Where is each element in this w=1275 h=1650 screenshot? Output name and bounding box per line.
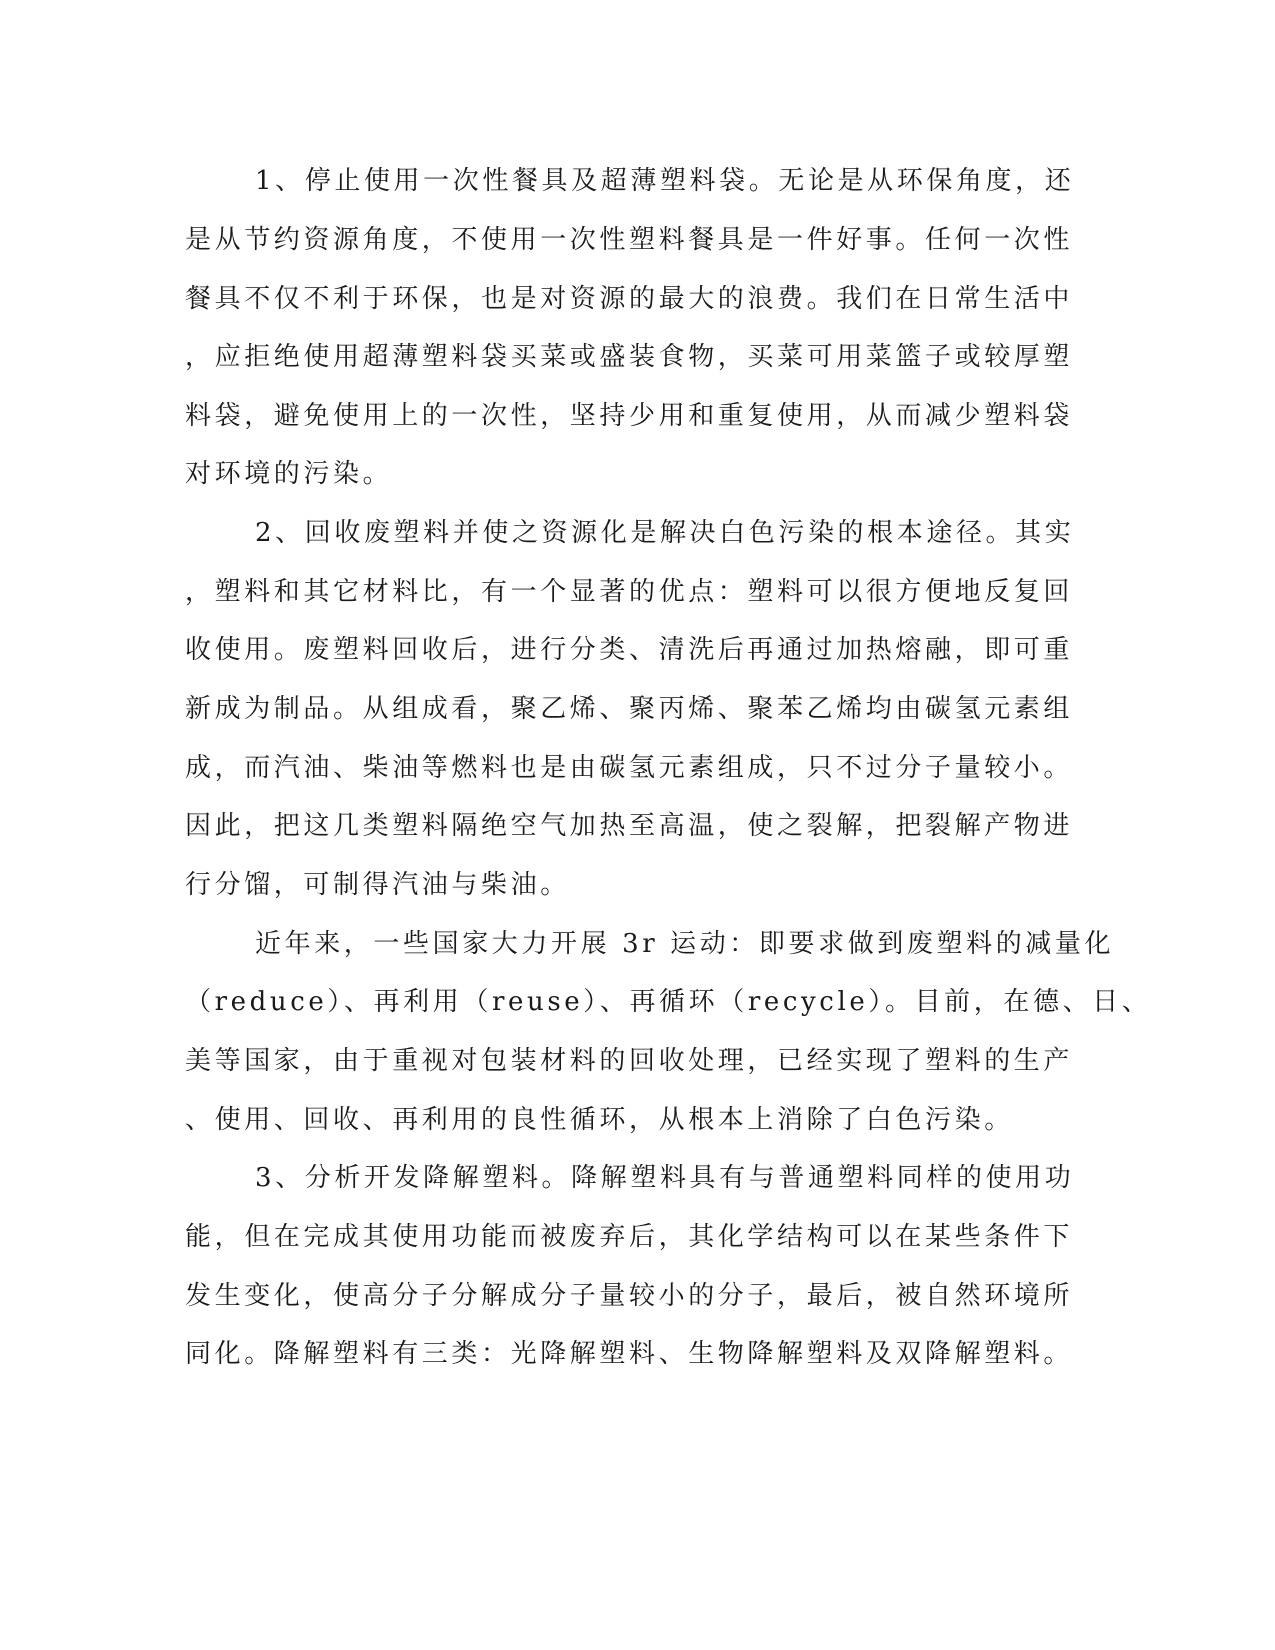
paragraph-1-line-4: ，应拒绝使用超薄塑料袋买菜或盛装食物，买菜可用菜篮子或较厚塑: [185, 342, 1074, 372]
paragraph-3-line-4: 、使用、回收、再利用的良性循环，从根本上消除了白色污染。: [185, 1105, 1014, 1135]
paragraph-1-line-2: 是从节约资源角度，不使用一次性塑料餐具是一件好事。任何一次性: [185, 225, 1074, 255]
paragraph-4-line-4: 同化。降解塑料有三类：光降解塑料、生物降解塑料及双降解塑料。: [185, 1339, 1074, 1369]
paragraph-1-line-1: 1、停止使用一次性餐具及超薄塑料袋。无论是从环保角度，还: [255, 166, 1075, 196]
paragraph-1-line-6: 对环境的污染。: [185, 459, 393, 489]
paragraph-4-line-3: 发生变化，使高分子分解成分子量较小的分子，最后，被自然环境所: [185, 1281, 1074, 1311]
paragraph-1-line-5: 料袋，避免使用上的一次性，坚持少用和重复使用，从而减少塑料袋: [185, 401, 1074, 431]
paragraph-2-line-1: 2、回收废塑料并使之资源化是解决白色污染的根本途径。其实: [255, 518, 1075, 548]
paragraph-4-line-2: 能，但在完成其使用功能而被废弃后，其化学结构可以在某些条件下: [185, 1222, 1074, 1252]
paragraph-2-line-7: 行分馏，可制得汽油与柴油。: [185, 870, 570, 900]
paragraph-2-line-2: ，塑料和其它材料比，有一个显著的优点：塑料可以很方便地反复回: [185, 577, 1074, 607]
paragraph-3-line-3: 美等国家，由于重视对包装材料的回收处理，已经实现了塑料的生产: [185, 1046, 1074, 1076]
paragraph-2-line-5: 成，而汽油、柴油等燃料也是由碳氢元素组成，只不过分子量较小。: [185, 753, 1074, 783]
paragraph-2-line-3: 收使用。废塑料回收后，进行分类、清洗后再通过加热熔融，即可重: [185, 635, 1074, 665]
paragraph-4-line-1: 3、分析开发降解塑料。降解塑料具有与普通塑料同样的使用功: [255, 1163, 1075, 1193]
paragraph-1-line-3: 餐具不仅不利于环保，也是对资源的最大的浪费。我们在日常生活中: [185, 284, 1074, 314]
paragraph-2-line-6: 因此，把这几类塑料隔绝空气加热至高温，使之裂解，把裂解产物进: [185, 811, 1074, 841]
paragraph-3-line-1: 近年来，一些国家大力开展 3r 运动：即要求做到废塑料的减量化: [255, 929, 1115, 959]
paragraph-2-line-4: 新成为制品。从组成看，聚乙烯、聚丙烯、聚苯乙烯均由碳氢元素组: [185, 694, 1074, 724]
paragraph-3-line-2: （reduce）、再利用（reuse）、再循环（recycle）。目前，在德、日、: [185, 987, 1152, 1017]
